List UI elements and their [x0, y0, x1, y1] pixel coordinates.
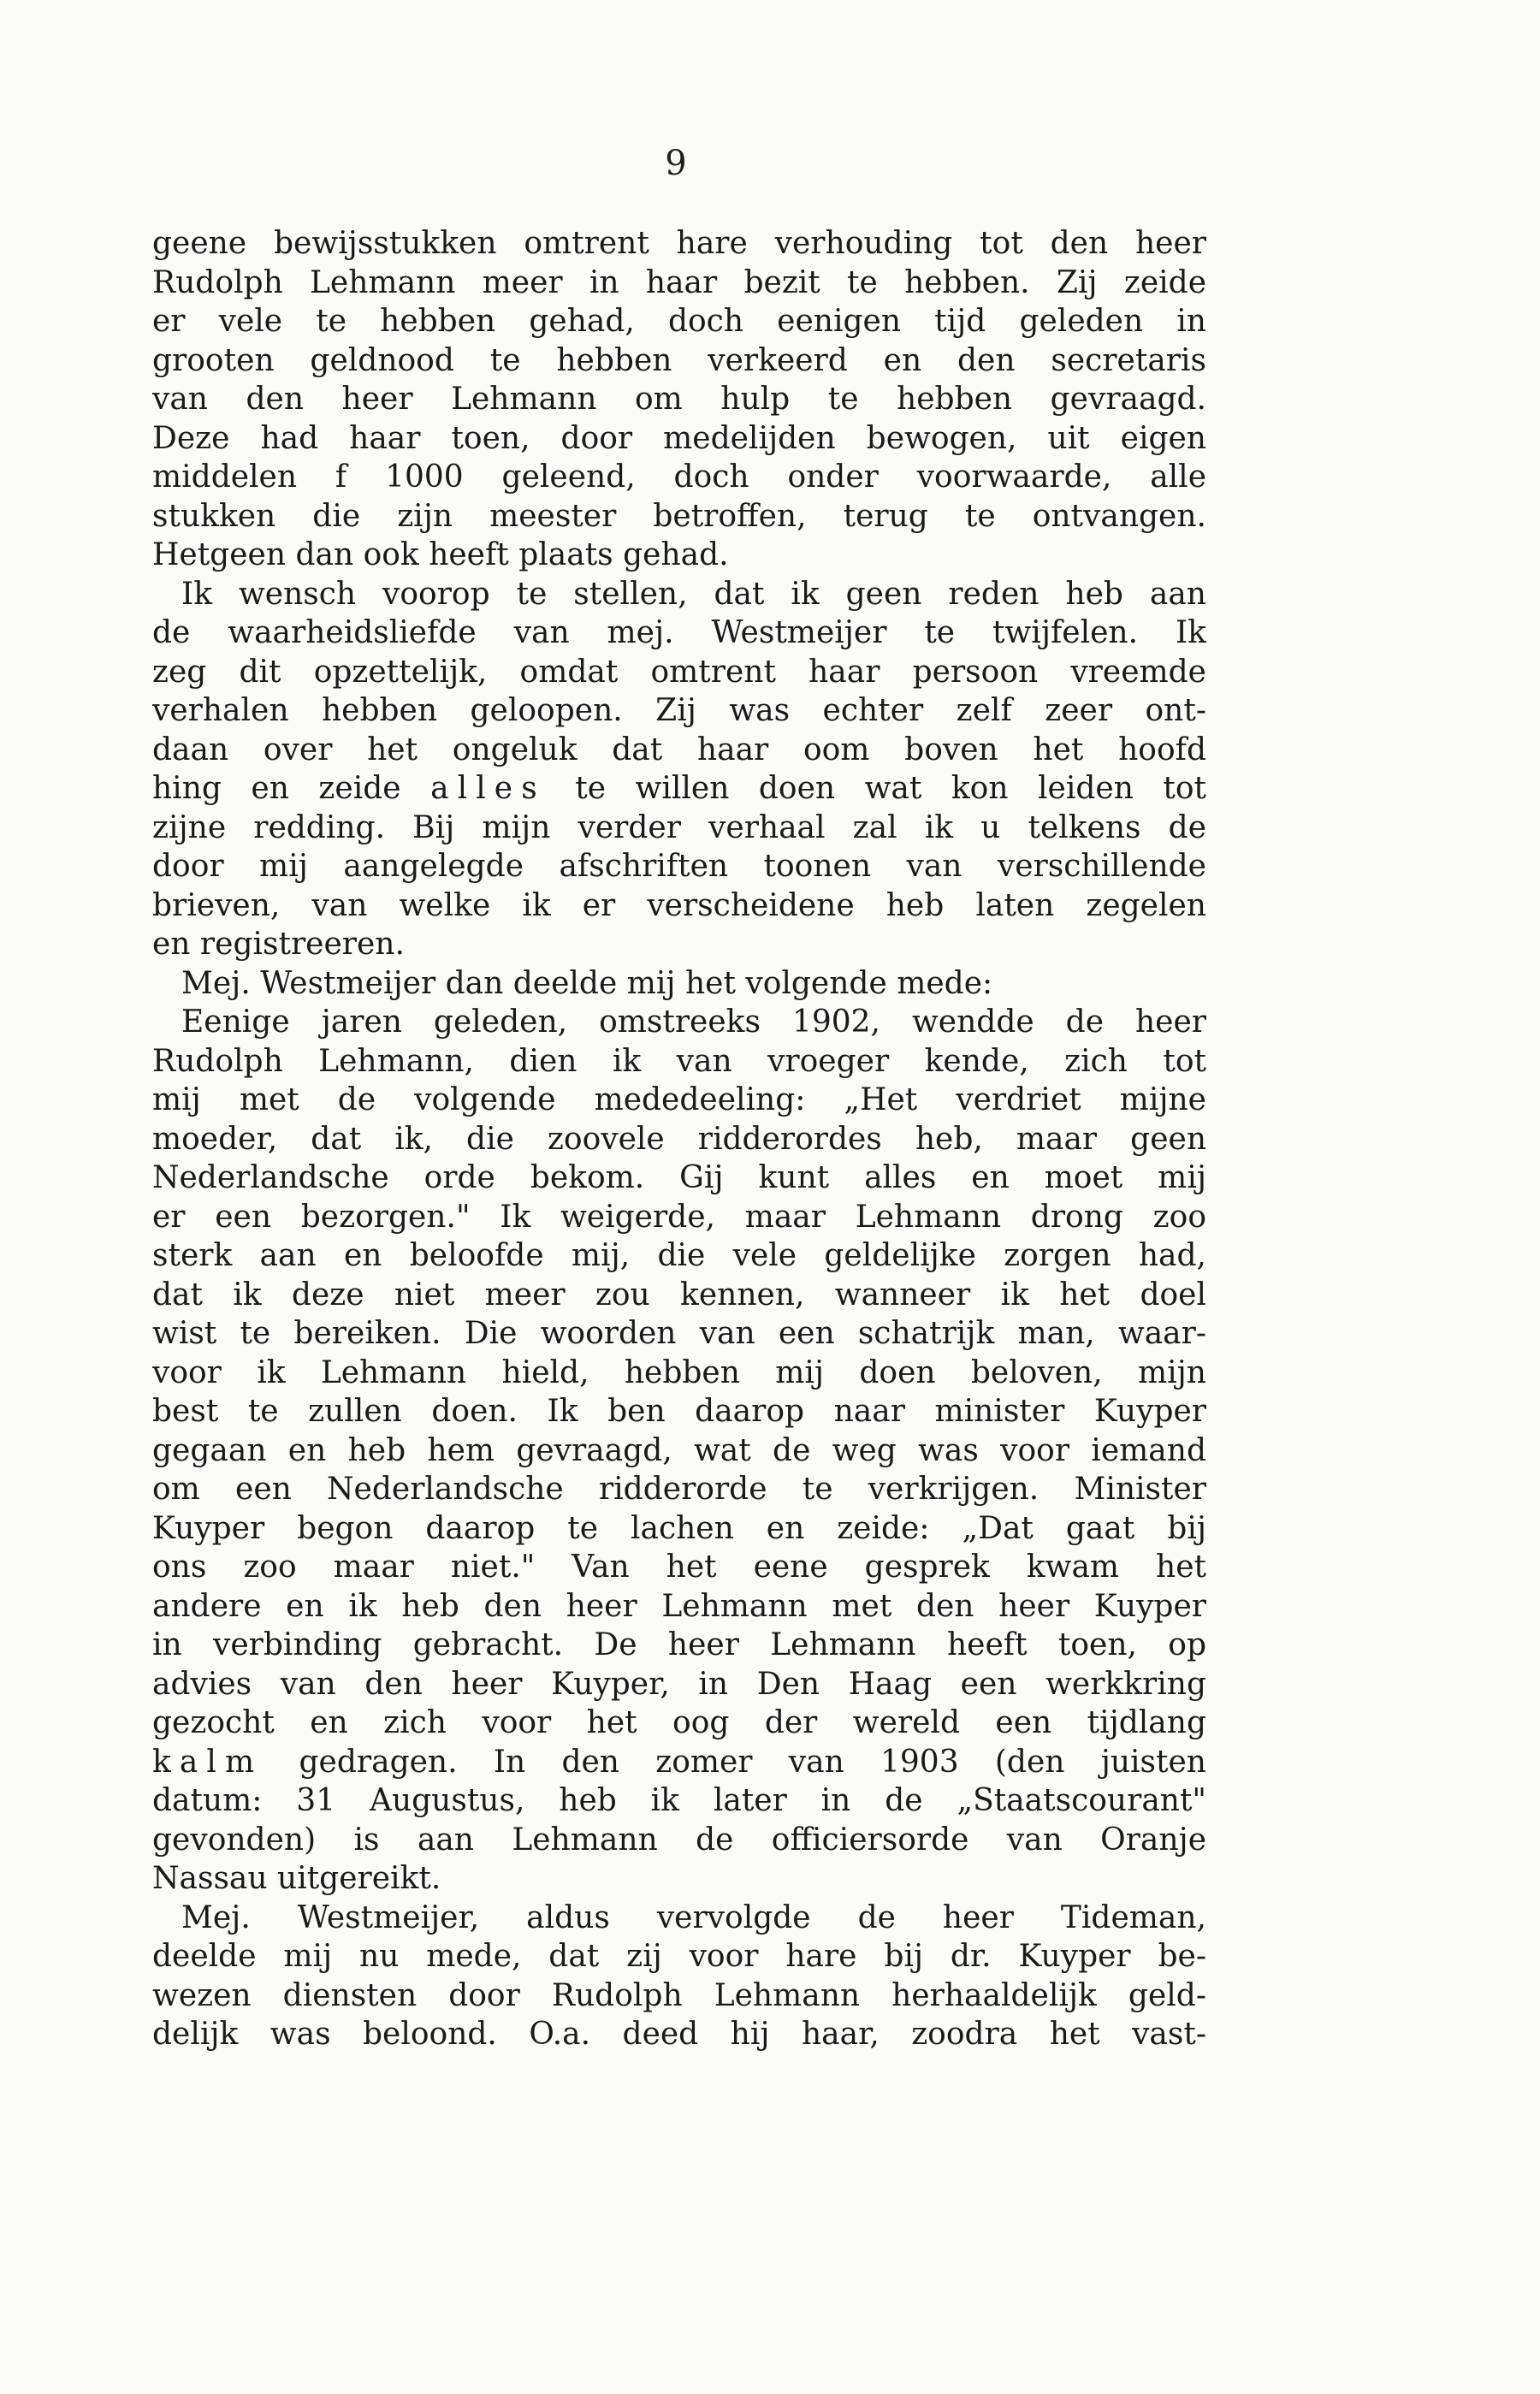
text-line: deelde mij nu mede, dat zij voor hare bij dr. Kuyper be- — [152, 1939, 1206, 1974]
text-line: in verbinding gebracht. De heer Lehmann heeft toen, op — [152, 1627, 1206, 1662]
text-fragment: hing en zeide — [152, 771, 431, 806]
text-line: sterk aan en beloofde mij, die vele geldelijke zorgen had, — [152, 1238, 1206, 1273]
text-line: om een Nederlandsche ridderorde te verkrijgen. Minister — [152, 1472, 1206, 1507]
text-fragment: gedragen. In den zomer van 1903 (den juisten — [263, 1744, 1206, 1780]
text-line: gegaan en heb hem gevraagd, wat de weg was voor iemand — [152, 1432, 1206, 1468]
text-line: dat ik deze niet meer zou kennen, wanneer ik het doel — [152, 1277, 1206, 1313]
text-line: wist te bereiken. Die woorden van een schatrijk man, waar- — [152, 1316, 1206, 1351]
text-line: datum: 31 Augustus, heb ik later in de „Staatscourant" — [152, 1783, 1206, 1818]
text-line: Hetgeen dan ook heeft plaats gehad. — [152, 537, 729, 572]
text-line: door mij aangelegde afschriften toonen van verschillende — [152, 849, 1206, 884]
text-line: wezen diensten door Rudolph Lehmann herhaaldelijk geld- — [152, 1977, 1206, 2013]
text-line: advies van den heer Kuyper, in Den Haag een werkkring — [152, 1666, 1206, 1702]
text-line: voor ik Lehmann hield, hebben mij doen beloven, mijn — [152, 1354, 1206, 1390]
text-line: zijne redding. Bij mijn verder verhaal zal ik u telkens de — [152, 809, 1206, 845]
text-line: ons zoo maar niet." Van het eene gesprek kwam het — [152, 1550, 1206, 1585]
text-line: andere en ik heb den heer Lehmann met den heer Kuyper — [152, 1588, 1206, 1624]
text-line: middelen f 1000 geleend, doch onder voorwaarde, alle — [152, 459, 1206, 495]
text-line: Kuyper begon daarop te lachen en zeide: „Dat gaat bij — [152, 1510, 1206, 1546]
text-line: stukken die zijn meester betroffen, terug te ontvangen. — [152, 498, 1206, 534]
text-line: mij met de volgende mededeeling: „Het verdriet mijne — [152, 1082, 1206, 1117]
text-line: gevonden) is aan Lehmann de officiersorde van Oranje — [152, 1822, 1206, 1858]
text-line: brieven, van welke ik er verscheidene heb laten zegelen — [152, 887, 1206, 923]
text-line: de waarheidsliefde van mej. Westmeijer te twijfelen. Ik — [152, 615, 1206, 650]
text-line: Mej. Westmeijer, aldus vervolgde de heer Tideman, — [181, 1899, 1206, 1935]
text-line: Mej. Westmeijer dan deelde mij het volgende mede: — [181, 965, 993, 1001]
text-line: daan over het ongeluk dat haar oom boven het hoofd — [152, 732, 1206, 767]
spaced-emphasis: kalm — [152, 1744, 264, 1780]
spaced-emphasis: alles — [430, 771, 546, 806]
text-line: Nederlandsche orde bekom. Gij kunt alles en moet mij — [152, 1160, 1206, 1195]
text-line: best te zullen doen. Ik ben daarop naar minister Kuyper — [152, 1394, 1206, 1429]
text-line: zeg dit opzettelijk, omdat omtrent haar persoon vreemde — [152, 654, 1206, 690]
text-line: geene bewijsstukken omtrent hare verhouding tot den heer — [152, 226, 1206, 261]
text-line — [152, 1743, 1206, 1782]
text-line: en registreeren. — [152, 927, 405, 962]
text-line: Rudolph Lehmann, dien ik van vroeger kende, zich tot — [152, 1043, 1206, 1079]
text-line: grooten geldnood te hebben verkeerd en den secretaris — [152, 342, 1206, 378]
text-line: van den heer Lehmann om hulp te hebben gevraagd. — [152, 382, 1206, 417]
text-line: Nassau uitgereikt. — [152, 1861, 441, 1896]
text-line: er vele te hebben gehad, doch eenigen tijd geleden in — [152, 304, 1206, 339]
text-line: verhalen hebben geloopen. Zij was echter zelf zeer ont- — [152, 693, 1206, 728]
text-line: moeder, dat ik, die zoovele ridderordes heb, maar geen — [152, 1121, 1206, 1157]
body-text — [152, 224, 1206, 2054]
text-line: Rudolph Lehmann meer in haar bezit te hebben. Zij zeide — [152, 264, 1206, 300]
text-line: delijk was beloond. O.a. deed hij haar, zoodra het vast- — [152, 2017, 1206, 2052]
text-line: Eenige jaren geleden, omstreeks 1902, wendde de heer — [181, 1004, 1206, 1040]
text-line: gezocht en zich voor het oog der wereld een tijdlang — [152, 1705, 1206, 1740]
page-number: 9 — [665, 144, 687, 183]
text-line: Deze had haar toen, door medelijden bewogen, uit eigen — [152, 420, 1206, 456]
text-fragment: te willen doen wat kon leiden tot — [545, 771, 1206, 806]
text-line: Ik wensch voorop te stellen, dat ik geen reden heb aan — [181, 576, 1206, 612]
text-line — [152, 769, 1206, 809]
text-line: er een bezorgen." Ik weigerde, maar Lehmann drong zoo — [152, 1199, 1206, 1235]
